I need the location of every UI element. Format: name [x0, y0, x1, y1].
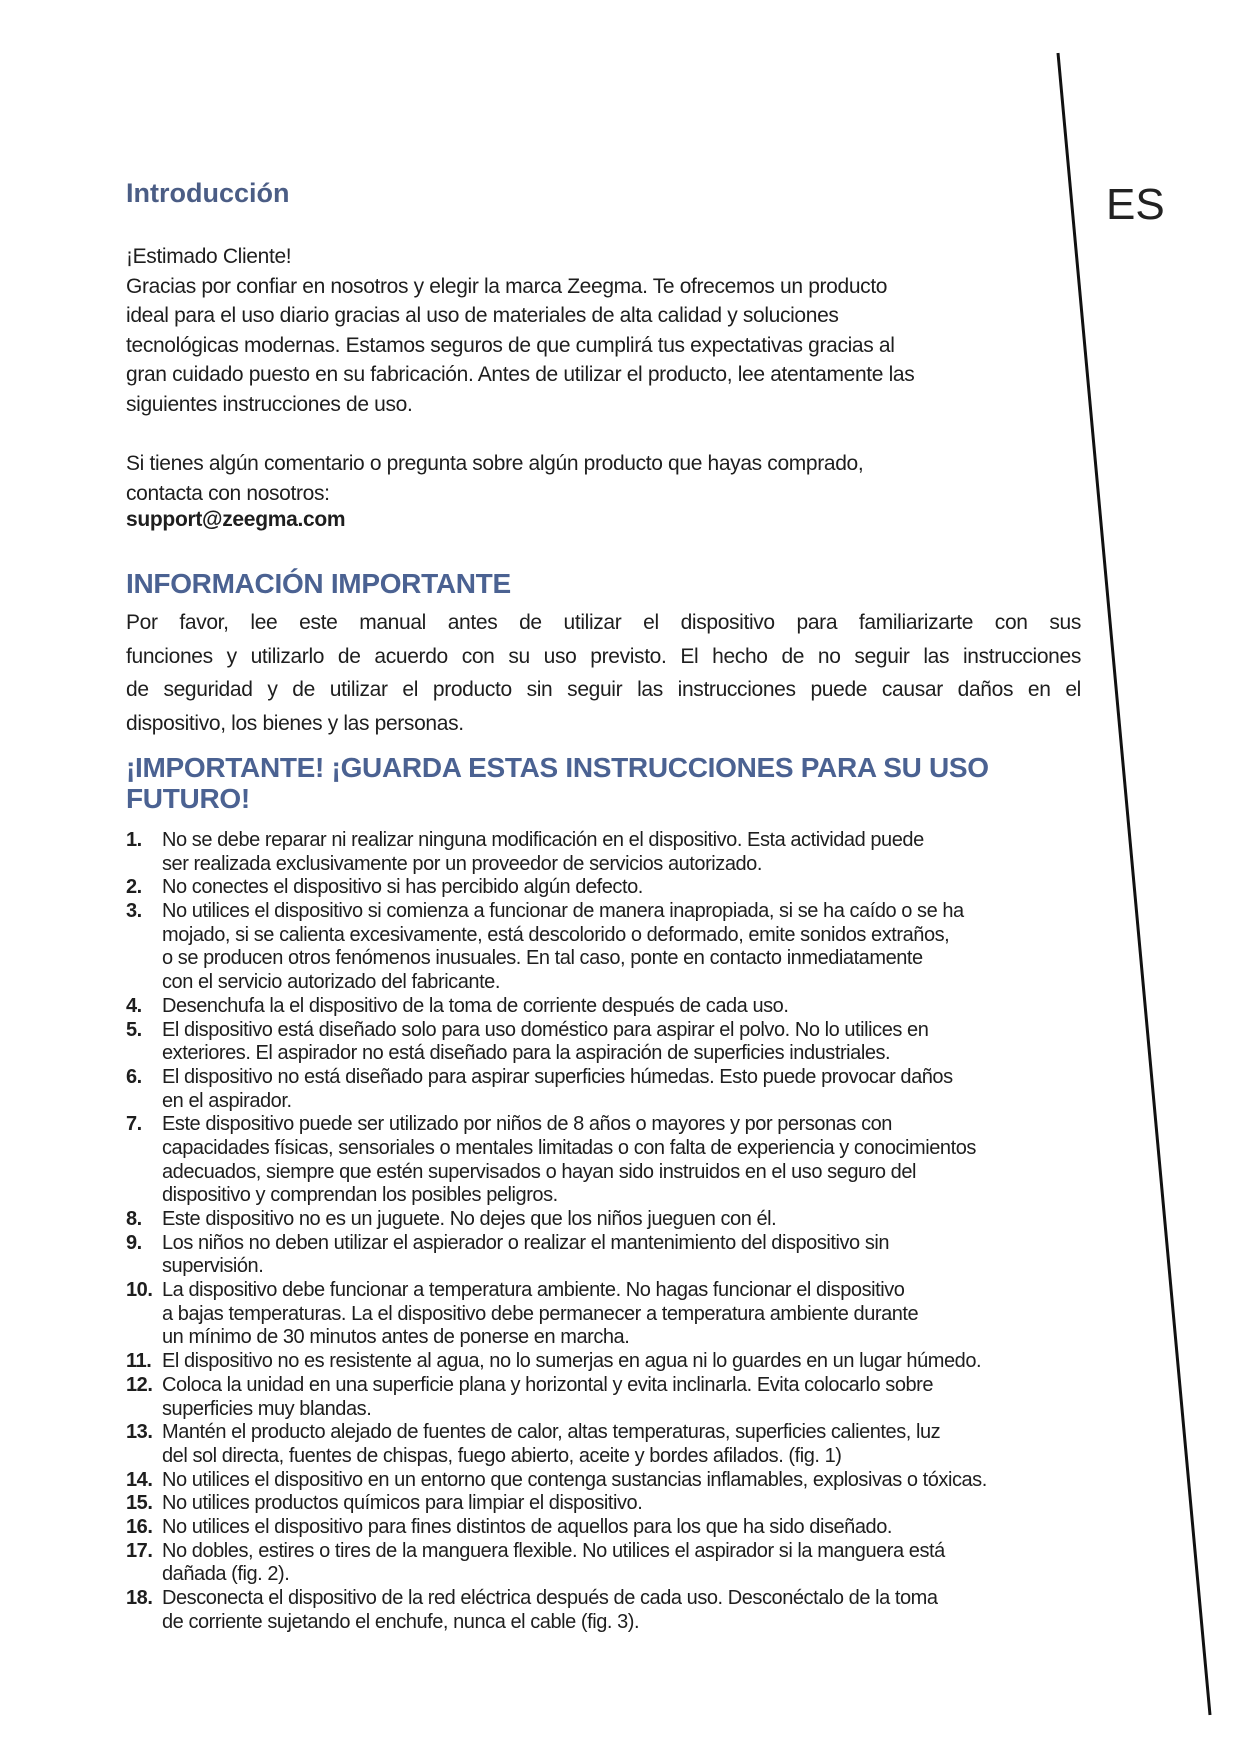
- text-line: en el aspirador.: [162, 1089, 292, 1112]
- item-number: 8.: [126, 1208, 142, 1230]
- item-text: [162, 1587, 938, 1634]
- list-item: [126, 1208, 987, 1232]
- text-line: Mantén el producto alejado de fuentes de calor, altas temperaturas, superficies calientes, luz: [162, 1421, 941, 1444]
- item-number: 6.: [126, 1065, 142, 1088]
- instructions-list: [126, 829, 987, 1634]
- item-text: [162, 1421, 940, 1468]
- item-number: 7.: [126, 1113, 142, 1136]
- text-line: de corriente sujetando el enchufe, nunca el cable (fig. 3).: [162, 1610, 640, 1633]
- text-line: dispositivo, los bienes y las personas.: [126, 712, 464, 736]
- support-email: support@zeegma.com: [126, 508, 346, 531]
- text-line: dispositivo y comprendan los posibles peligros.: [162, 1184, 558, 1207]
- text-line: Desconecta el dispositivo de la red eléctrica después de cada uso. Desconéctalo de la toma: [162, 1587, 938, 1609]
- list-item: [126, 900, 987, 995]
- item-number: 4.: [126, 994, 142, 1017]
- text-line: Los niños no deben utilizar el aspierador o realizar el mantenimiento del dispositivo sin: [162, 1231, 890, 1254]
- item-text: [162, 1066, 953, 1113]
- text-line: El dispositivo no está diseñado para aspirar superficies húmedas. Esto puede provocar daños: [162, 1065, 953, 1088]
- text-line: de seguridad y de utilizar el producto sin seguir las instrucciones puede causar daños en el: [126, 678, 1081, 702]
- text-line: ¡Estimado Cliente!: [126, 245, 292, 268]
- text-line: capacidades físicas, sensoriales o mentales limitadas o con falta de experiencia y conocimientos: [162, 1136, 976, 1159]
- list-item: [126, 1492, 987, 1516]
- item-number: 14.: [126, 1468, 153, 1491]
- item-number: 12.: [126, 1373, 153, 1396]
- text-line: superficies muy blandas.: [162, 1397, 372, 1420]
- item-number: 17.: [126, 1539, 153, 1562]
- list-item: [126, 995, 987, 1019]
- intro-heading: Introducción: [126, 178, 290, 208]
- text-line: Desenchufa la el dispositivo de la toma de corriente después de cada uso.: [162, 994, 789, 1017]
- text-line: No utilices el dispositivo si comienza a funcionar de manera inapropiada, si se ha caído o se ha: [162, 900, 964, 923]
- list-item: [126, 1516, 987, 1540]
- list-item: [126, 1469, 987, 1493]
- text-line: La dispositivo debe funcionar a temperatura ambiente. No hagas funcionar el dispositivo: [162, 1279, 905, 1302]
- text-line: funciones y utilizarlo de acuerdo con su uso previsto. El hecho de no seguir las instrucciones: [126, 644, 1081, 668]
- item-text: [162, 1516, 892, 1540]
- text-line: mojado, si se calienta excesivamente, está descolorido o deformado, emite sonidos extraños,: [162, 923, 950, 946]
- item-text: [162, 829, 924, 876]
- text-line: tecnológicas modernas. Estamos seguros de que cumplirá tus expectativas gracias al: [126, 333, 895, 357]
- text-line: Este dispositivo no es un juguete. No dejes que los niños jueguen con él.: [162, 1208, 777, 1230]
- text-line: con el servicio autorizado del fabricante.: [162, 971, 500, 994]
- item-text: [162, 1540, 945, 1587]
- item-number: 15.: [126, 1492, 153, 1515]
- text-line: Este dispositivo puede ser utilizado por niños de 8 años o mayores y por personas con: [162, 1113, 892, 1136]
- item-number: 11.: [126, 1350, 152, 1373]
- list-item: [126, 1374, 987, 1421]
- item-number: 9.: [126, 1231, 142, 1254]
- intro-greeting: [126, 242, 914, 419]
- item-number: 16.: [126, 1515, 153, 1538]
- item-text: [162, 1019, 928, 1066]
- item-text: [162, 1469, 987, 1493]
- list-item: [126, 1232, 987, 1279]
- text-line: o se producen otros fenómenos inusuales. En tal caso, ponte en contacto inmediatamente: [162, 947, 923, 970]
- list-item: [126, 1019, 987, 1066]
- text-line: exteriores. El aspirador no está diseñado para la aspiración de superficies industriales.: [162, 1042, 891, 1065]
- list-item: [126, 1279, 987, 1350]
- item-text: [162, 1374, 933, 1421]
- text-line: No se debe reparar ni realizar ninguna modificación en el dispositivo. Esta actividad puede: [162, 829, 924, 851]
- text-line: del sol directa, fuentes de chispas, fuego abierto, aceite y bordes afilados. (fig. 1): [162, 1444, 842, 1467]
- text-line: a bajas temperaturas. La el dispositivo debe permanecer a temperatura ambiente durante: [162, 1302, 919, 1325]
- important-info-heading: INFORMACIÓN IMPORTANTE: [126, 568, 511, 599]
- list-item: [126, 1540, 987, 1587]
- list-item: [126, 1421, 987, 1468]
- list-item: [126, 1350, 987, 1374]
- text-line: adecuados, siempre que estén supervisados o hayan sido instruidos en el uso seguro del: [162, 1160, 917, 1183]
- item-text: [162, 1350, 981, 1374]
- list-item: [126, 876, 987, 900]
- list-item: [126, 1066, 987, 1113]
- language-tag: ES: [1106, 180, 1165, 229]
- item-number: 1.: [126, 829, 142, 851]
- item-text: [162, 1113, 976, 1208]
- item-text: [162, 1279, 918, 1350]
- item-text: [162, 1232, 889, 1279]
- item-number: 3.: [126, 900, 142, 923]
- text-line: No utilices el dispositivo en un entorno que contenga sustancias inflamables, explosivas o tóxicas.: [162, 1468, 987, 1491]
- item-number: 18.: [126, 1587, 153, 1609]
- important-info-text: [126, 606, 1081, 741]
- text-line: No utilices el dispositivo para fines distintos de aquellos para los que ha sido diseñado.: [162, 1515, 892, 1538]
- text-line: Por favor, lee este manual antes de utilizar el dispositivo para familiarizarte con sus: [126, 611, 1081, 634]
- text-line: dañada (fig. 2).: [162, 1563, 290, 1586]
- text-line: gran cuidado puesto en su fabricación. Antes de utilizar el producto, lee atentamente las: [126, 363, 915, 386]
- text-line: ideal para el uso diario gracias al uso de materiales de alta calidad y soluciones: [126, 304, 839, 327]
- intro-contact: [126, 449, 863, 508]
- text-line: No conectes el dispositivo si has percibido algún defecto.: [162, 876, 643, 899]
- item-text: [162, 1208, 776, 1232]
- item-number: 5.: [126, 1018, 142, 1041]
- item-text: [162, 1492, 642, 1516]
- text-line: un mínimo de 30 minutos antes de ponerse en marcha.: [162, 1326, 630, 1349]
- text-line: No dobles, estires o tires de la manguera flexible. No utilices el aspirador si la manguera está: [162, 1539, 945, 1562]
- text-line: El dispositivo no es resistente al agua, no lo sumerjas en agua ni lo guardes en un lugar húmedo.: [162, 1350, 982, 1373]
- text-line: siguientes instrucciones de uso.: [126, 392, 413, 416]
- text-line: No utilices productos químicos para limpiar el dispositivo.: [162, 1492, 643, 1515]
- text-line: Si tienes algún comentario o pregunta sobre algún producto que hayas comprado,: [126, 452, 864, 475]
- item-text: [162, 995, 788, 1019]
- item-number: 10.: [126, 1279, 153, 1302]
- item-number: 2.: [126, 876, 142, 899]
- item-text: [162, 876, 643, 900]
- text-line: Gracias por confiar en nosotros y elegir la marca Zeegma. Te ofrecemos un producto: [126, 274, 888, 298]
- text-line: Coloca la unidad en una superficie plana y horizontal y evita inclinarla. Evita colocarlo sobre: [162, 1373, 934, 1396]
- item-number: 13.: [126, 1421, 153, 1444]
- text-line: supervisión.: [162, 1255, 264, 1278]
- list-item: [126, 1587, 987, 1634]
- list-item: [126, 1113, 987, 1208]
- instructions-heading: ¡IMPORTANTE! ¡GUARDA ESTAS INSTRUCCIONES PARA SU USO FUTURO!: [126, 752, 989, 814]
- text-line: ser realizada exclusivamente por un proveedor de servicios autorizado.: [162, 852, 762, 875]
- text-line: contacta con nosotros:: [126, 481, 330, 505]
- list-item: [126, 829, 987, 876]
- item-text: [162, 900, 964, 995]
- text-line: El dispositivo está diseñado solo para uso doméstico para aspirar el polvo. No lo utilices en: [162, 1018, 929, 1041]
